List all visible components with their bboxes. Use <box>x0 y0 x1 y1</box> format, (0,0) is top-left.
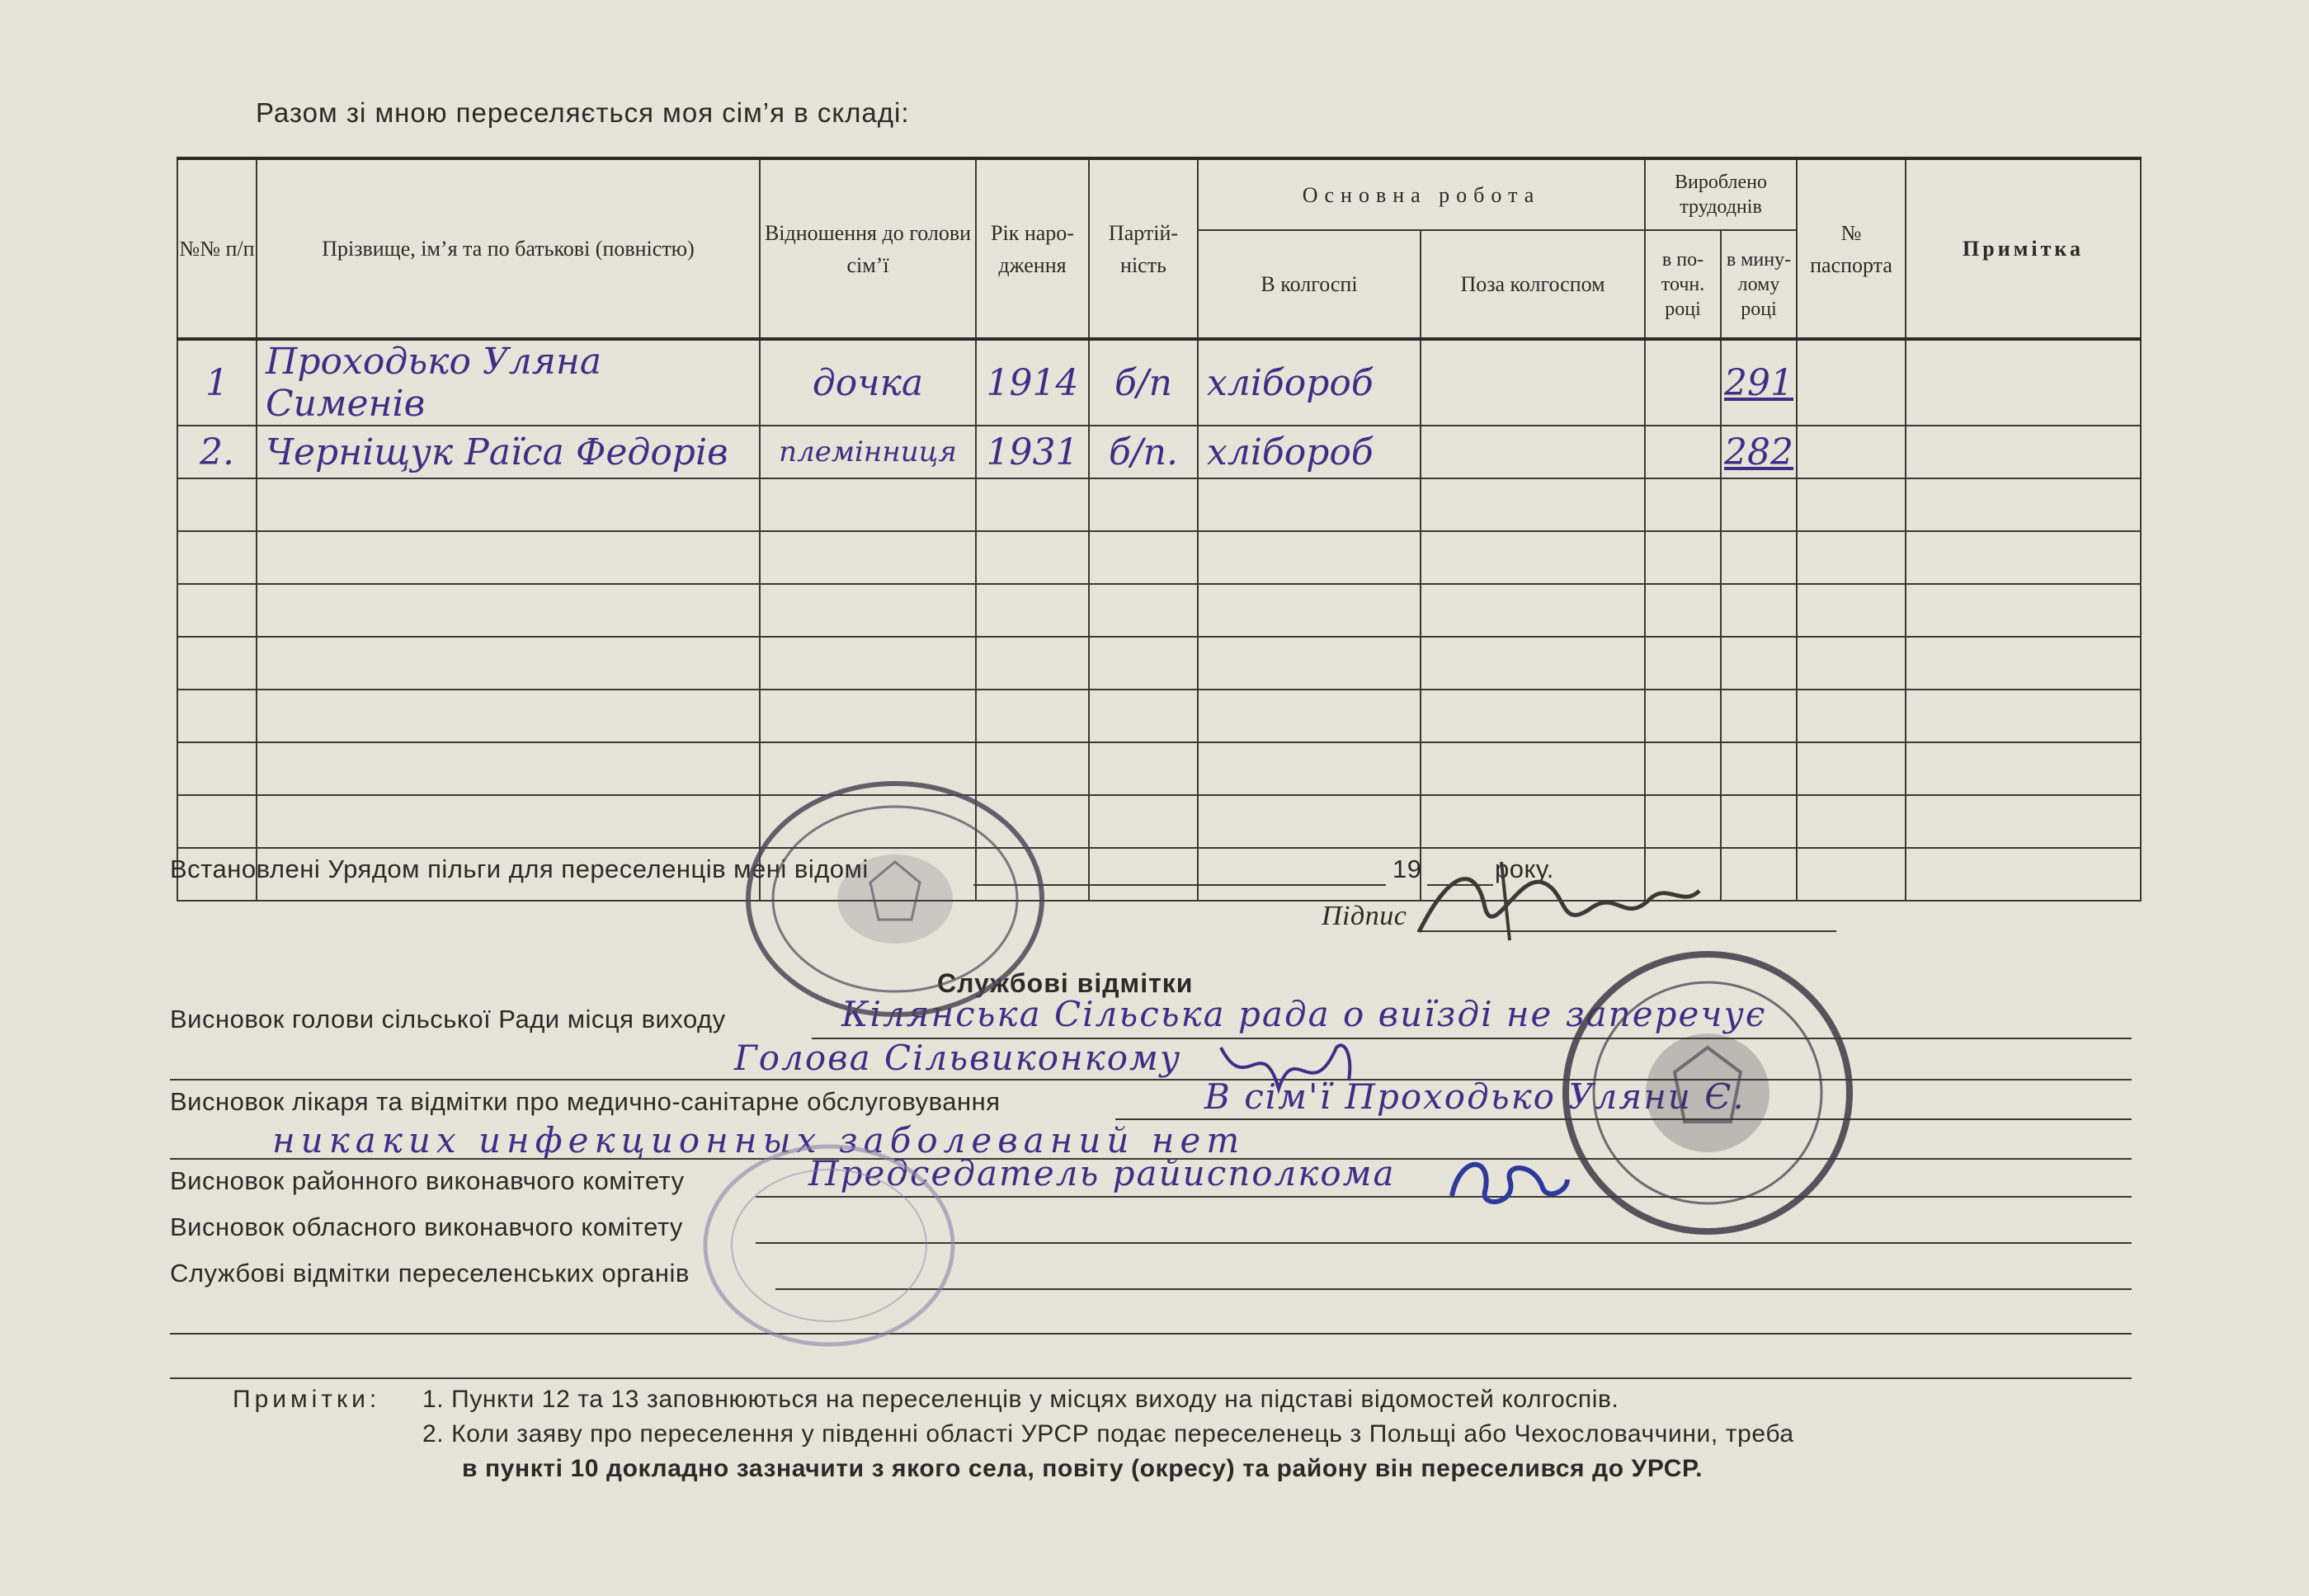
row-outside <box>1421 426 1645 478</box>
col-last-year: в мину-лому році <box>1721 230 1797 339</box>
row-relation: дочка <box>760 339 976 426</box>
row-outside <box>1421 339 1645 426</box>
resettlement-line-2 <box>170 1333 2132 1335</box>
privileges-year-prefix: 19 <box>1392 854 1422 883</box>
col-year: Рік наро-дження <box>976 158 1089 339</box>
family-intro: Разом зі мною переселяється моя сім’я в складі: <box>256 97 910 128</box>
col-passport: № паспорта <box>1797 158 1906 339</box>
row-work: хлібороб <box>1198 426 1421 478</box>
table-header <box>177 158 2141 339</box>
village-council-signer: Голова Сільвиконкому <box>734 1038 1182 1078</box>
row-no: 1 <box>177 339 257 426</box>
doctor-label: Висновок лікаря та відмітки про медично-санітарне обслуговування <box>170 1087 1001 1116</box>
col-main-work: Основна робота <box>1198 158 1645 230</box>
row-current <box>1645 426 1721 478</box>
table-row-empty <box>177 637 2141 690</box>
stamp-seal-2 <box>1551 940 1864 1245</box>
stamp-seal-1 <box>734 775 1056 1023</box>
stamp-seal-3 <box>693 1138 965 1353</box>
table-row-empty <box>177 742 2141 795</box>
table-row-empty <box>177 584 2141 637</box>
resettlement-label: Службові відмітки переселенських органів <box>170 1259 690 1288</box>
table-row <box>177 426 2141 478</box>
row-party: б/п <box>1089 339 1198 426</box>
row-passport <box>1797 426 1906 478</box>
applicant-signature <box>1402 850 1716 949</box>
regional-label: Висновок обласного виконавчого комітету <box>170 1212 683 1241</box>
row-name: Черніщук Раїса Федорів <box>257 426 760 478</box>
col-party: Партій-ність <box>1089 158 1198 339</box>
row-year: 1931 <box>976 426 1089 478</box>
col-no: №№ п/п <box>177 158 257 339</box>
row-last: 291 <box>1721 339 1797 426</box>
col-workdays: Вироблено трудоднів <box>1645 158 1797 230</box>
family-table <box>177 157 2142 902</box>
notes-item-2: 2. Коли заяву про переселення у південні області УРСР подає переселенець з Польщі або Чехословаччини, треба <box>422 1420 1794 1448</box>
notes-item-2-cont: в пункті 10 докладно зазначити з якого села, повіту (окресу) та району він переселився до УРСР. <box>462 1455 1703 1482</box>
resettlement-line <box>775 1288 2132 1290</box>
table-row <box>177 339 2141 426</box>
table-row-empty <box>177 690 2141 742</box>
row-year: 1914 <box>976 339 1089 426</box>
row-note <box>1906 339 2141 426</box>
district-signature <box>1444 1146 1576 1212</box>
col-name: Прізвище, ім’я та по батькові (повністю) <box>257 158 760 339</box>
row-name: Проходько Уляна Сименів <box>257 339 760 426</box>
row-passport <box>1797 339 1906 426</box>
row-current <box>1645 339 1721 426</box>
row-note <box>1906 426 2141 478</box>
col-outside-kolhosp: Поза колгоспом <box>1421 230 1645 339</box>
council-head-signature <box>1213 1023 1361 1113</box>
service-title: Службові відмітки <box>937 968 1194 998</box>
doctor-value-2: никаких инфекционных заболеваний нет <box>272 1120 1246 1161</box>
village-council-label: Висновок голови сільської Ради місця виходу <box>170 1005 726 1033</box>
table-row-empty <box>177 531 2141 584</box>
doctor-value: В сім'ї Проходько Уляни Є. <box>1204 1076 1746 1117</box>
col-current-year: в по-точн. році <box>1645 230 1721 339</box>
row-last: 282 <box>1721 426 1797 478</box>
col-note: Примітка <box>1906 158 2141 339</box>
privileges-label: Встановлені Урядом пільги для переселенців мені відомі <box>170 854 869 883</box>
row-work: хлібороб <box>1198 339 1421 426</box>
signature-label: Підпис <box>1322 901 1407 931</box>
notes-item-1: 1. Пункти 12 та 13 заповнюються на переселенців у місцях виходу на підставі відомостей колгоспів. <box>422 1386 1619 1413</box>
col-relation: Відношення до голови сім’ї <box>760 158 976 339</box>
row-no: 2. <box>177 426 257 478</box>
district-value: Председатель райисполкома <box>808 1153 1396 1193</box>
row-relation: племінниця <box>760 426 976 478</box>
table-row-empty <box>177 478 2141 531</box>
resettlement-line-3 <box>170 1377 2132 1379</box>
row-party: б/п. <box>1089 426 1198 478</box>
village-council-value: Кілянська Сільська рада о виїзді не заперечує <box>841 994 1767 1034</box>
table-row-empty <box>177 795 2141 848</box>
notes-heading: Примітки: <box>233 1386 381 1413</box>
district-label: Висновок районного виконавчого комітету <box>170 1166 685 1195</box>
col-in-kolhosp: В колгоспі <box>1198 230 1421 339</box>
privileges-year-suffix: року. <box>1495 854 1554 883</box>
